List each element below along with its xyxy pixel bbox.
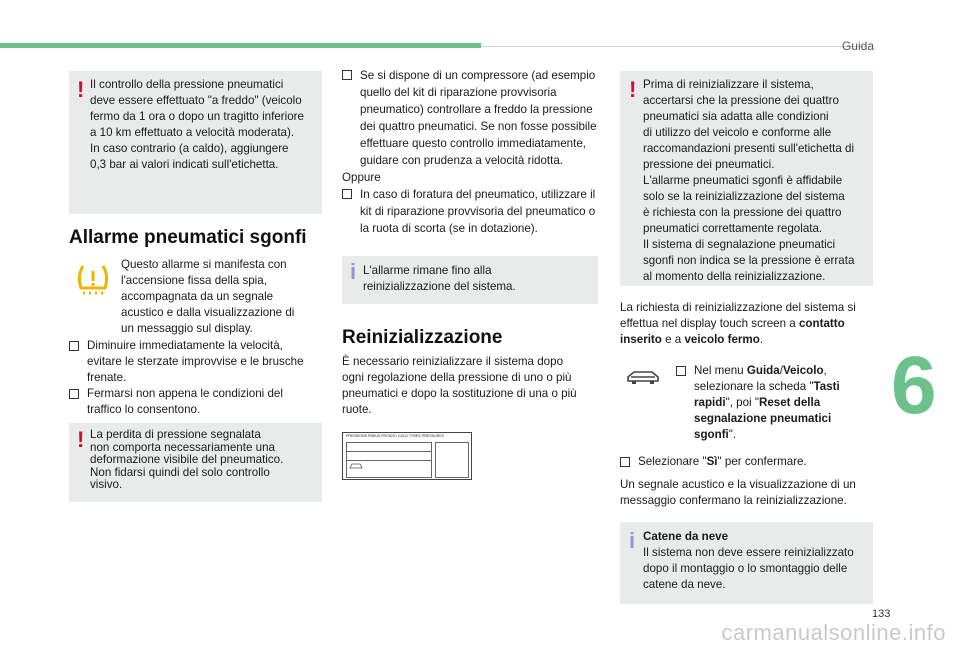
bullet-list-compressor	[342, 67, 604, 237]
info-box-snow-chains	[620, 522, 873, 604]
list-item: Diminuire immediatamente la velocità, evitare le sterzate improvvise e le brusche frenate.	[69, 338, 323, 386]
info-box-alert-persists	[342, 256, 598, 304]
warning-exclamation-icon: !	[629, 77, 637, 102]
reinit-paragraph: È necessario reinizializzare il sistema dopo ogni regolazione della pressione di uno o più pneumatici e dopo la sostituzione di una o più ruote.	[342, 355, 577, 416]
warning-text: Il controllo della pressione pneumatici deve essere effettuato "a freddo" (veicolo fermo da 1 ora o dopo un tragitto inferiore a 10 km effettuato a velocità moderata). In caso contrario (a caldo), aggiungere 0,3 bar ai valori indicati sull'etichetta.	[90, 78, 304, 171]
list-item: Fermarsi non appena le condizioni del traffico lo consentono.	[69, 386, 323, 418]
header-accent-bar	[0, 43, 481, 48]
info-icon: i	[350, 259, 357, 284]
list-item: Selezionare "Sì" per confermare.	[620, 454, 875, 470]
car-menu-icon	[625, 368, 661, 386]
heading-reinitialization: Reinizializzazione	[342, 327, 503, 348]
tyre-pressure-warning-icon	[75, 262, 111, 298]
list-item: Nel menu Guida/Veicolo, selezionare la scheda "Tasti rapidi", poi "Reset della segnalazione pneumatici sgonfi".	[676, 363, 876, 443]
header-divider	[481, 46, 866, 47]
watermark-text: carmanualsonline.info	[721, 620, 946, 645]
touchscreen-paragraph: La richiesta di reinizializzazione del sistema si effettua nel display touch screen a contatto inserito e a veicolo fermo.	[620, 301, 856, 346]
info-text: Catene da neve Il sistema non deve essere reinizializzato dopo il montaggio o lo smontaggio delle catene da neve.	[643, 530, 854, 591]
warning-exclamation-icon: !	[77, 77, 85, 102]
car-outline-icon	[349, 462, 363, 470]
chapter-number: 6	[891, 340, 937, 431]
confirmation-paragraph: Un segnale acustico e la visualizzazione di un messaggio confermano la reinizializzazione.	[620, 478, 856, 507]
info-text: L'allarme rimane fino alla reinizializzazione del sistema.	[363, 264, 516, 293]
warning-box-before-reinit	[620, 71, 873, 286]
list-item: In caso di foratura del pneumatico, utilizzare il kit di riparazione provvisoria del pneumatico o la ruota di scorta (se in dotazione).	[342, 186, 604, 237]
heading-deflation-alert: Allarme pneumatici sgonfi	[69, 227, 307, 248]
warning-box-visual-check	[69, 423, 322, 502]
tyre-pressure-label-image: PRESSIONS PNEUS FROIDS / COLD TYRES PRESSURES	[342, 432, 472, 480]
list-item: Se si dispone di un compressore (ad esempio quello del kit di riparazione provvisoria pneumatico) controllare a freddo la pressione dei quattro pneumatici. Se non fosse possibile effettuare questo controllo immediatamente, guidare con prudenza a velocità ridotta.	[342, 67, 604, 169]
warning-text: La perdita di pressione segnalata non comporta necessariamente una deformazione visibile del pneumatico. Non fidarsi quindi del solo controllo visivo.	[90, 428, 284, 491]
section-title: Guida	[841, 39, 874, 53]
warning-box-cold-check	[69, 71, 322, 214]
page-number: 133	[872, 608, 891, 620]
icon-description: Questo allarme si manifesta con l'accensione fissa della spia, accompagnata da un segnale acustico e dalla visualizzazione di un messaggio sul display.	[121, 258, 295, 335]
oppure-text: Oppure	[342, 171, 381, 184]
bullet-list-actions	[69, 338, 323, 418]
warning-exclamation-icon: !	[77, 427, 85, 452]
info-icon: i	[629, 528, 636, 553]
confirm-instruction	[620, 454, 875, 470]
menu-instructions	[676, 363, 876, 443]
warning-text: Prima di reinizializzare il sistema, accertarsi che la pressione dei quattro pneumatici sia adatta alle condizioni di utilizzo del veicolo e conforme alle raccomandazioni presenti sull'etichetta di pressione dei pneumatici. L'allarme pneumatici sgonfi è affidabile solo se la reinizializzazione del sistema è richiesta con la pressione dei quattro pneumatici correttamente regolata. Il sistema di segnalazione pneumatici sgonfi non indica se la pressione è errata al momento della reinizializzazione.	[643, 78, 855, 283]
